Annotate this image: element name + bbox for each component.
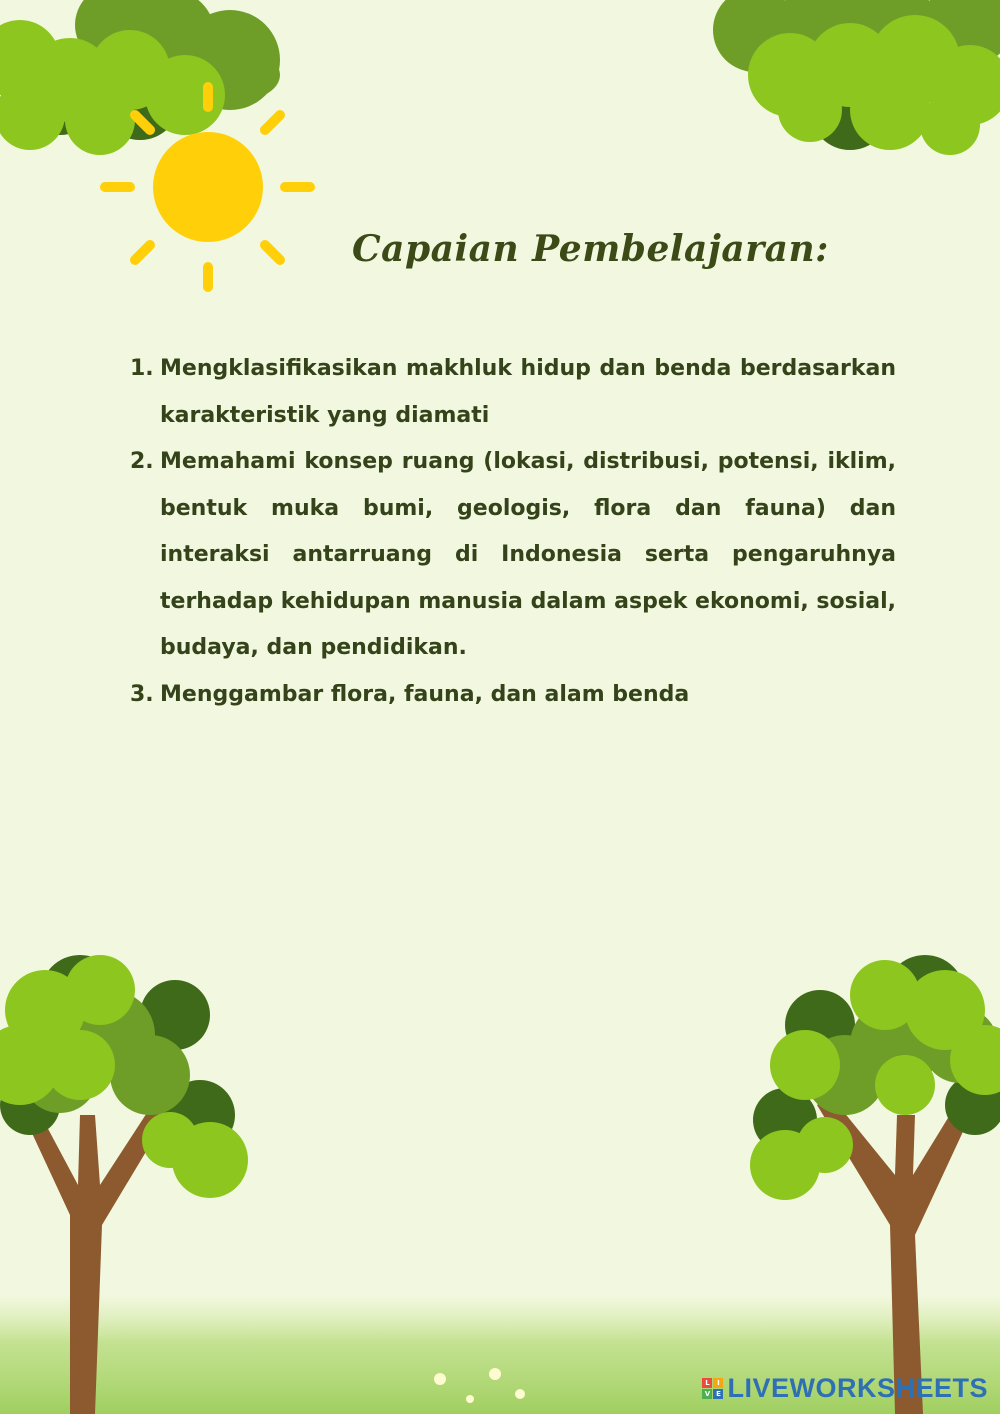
- objective-text: Menggambar flora, fauna, dan alam benda: [160, 681, 690, 707]
- page-title: Capaian Pembelajaran:: [352, 228, 829, 270]
- right-tree-illustration: [745, 955, 1000, 1414]
- sun-illustration: [95, 75, 325, 305]
- top-right-bush-illustration: [700, 0, 1000, 165]
- liveworksheets-logo-mark-icon: [702, 1378, 723, 1399]
- objective-number: 1.: [130, 356, 154, 381]
- objective-text: Memahami konsep ruang (lokasi, distribusi, potensi, iklim, bentuk muka bumi, geologis, flora dan fauna) dan interaksi antarruang di Indonesia serta pengaruhnya terhadap kehidupan manusia dalam aspek ekonomi, sosial, budaya, dan pendidikan.: [160, 449, 896, 660]
- logo-mark-letter: V: [702, 1389, 712, 1399]
- objective-item: [130, 672, 896, 719]
- logo-mark-letter: E: [713, 1389, 723, 1399]
- objective-text: Mengklasifikasikan makhluk hidup dan benda berdasarkan karakteristik yang diamati: [160, 356, 896, 428]
- objective-item: [130, 346, 896, 439]
- logo-mark-letter: I: [713, 1378, 723, 1388]
- learning-objectives-list: [130, 346, 896, 718]
- liveworksheets-logo[interactable]: [702, 1373, 988, 1404]
- objective-number: 2.: [130, 449, 154, 474]
- left-tree-illustration: [0, 955, 260, 1414]
- objective-item: [130, 439, 896, 672]
- objective-number: 3.: [130, 681, 154, 707]
- logo-text: LIVEWORKSHEETS: [727, 1373, 988, 1403]
- logo-mark-letter: L: [702, 1378, 712, 1388]
